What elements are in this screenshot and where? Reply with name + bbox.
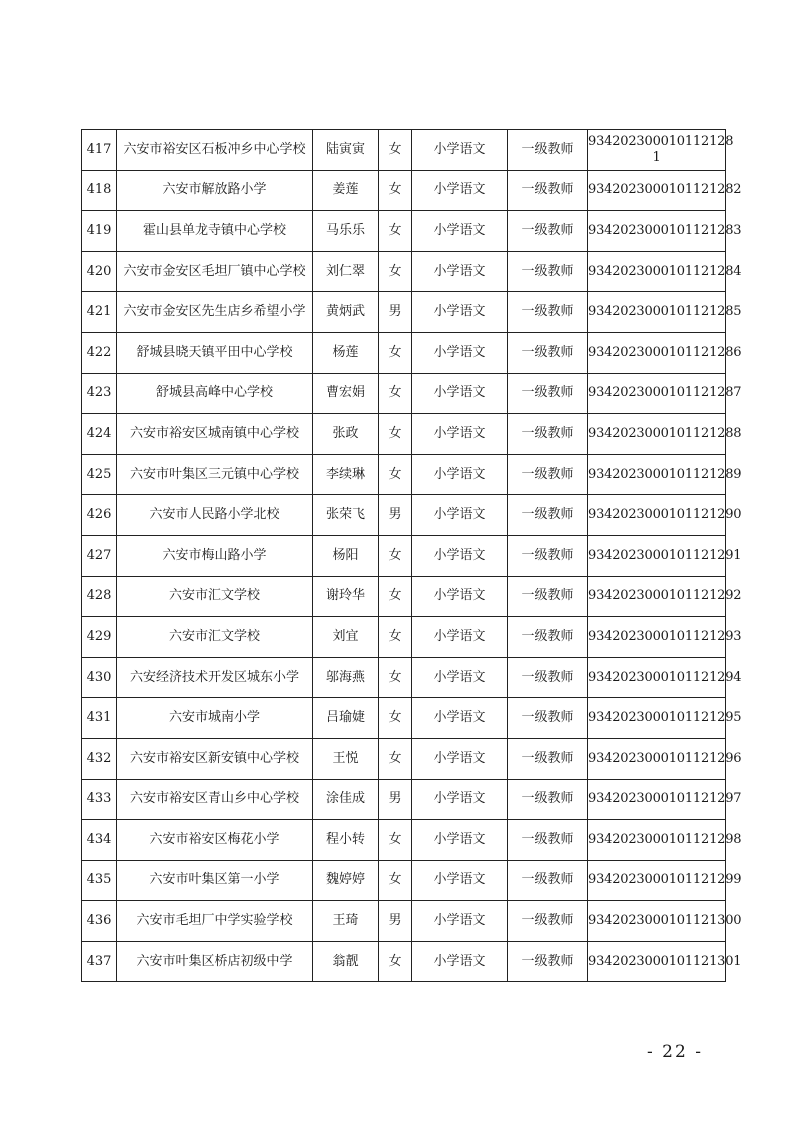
table-row — [82, 779, 726, 820]
table-row — [82, 698, 726, 739]
title-cell: 一级教师 — [508, 251, 588, 292]
subject-cell: 小学语文 — [412, 657, 508, 698]
table-row — [82, 901, 726, 942]
row-number-cell: 432 — [82, 738, 117, 779]
row-number-cell: 430 — [82, 657, 117, 698]
gender-cell: 女 — [379, 698, 412, 739]
certificate-number-cell: 9342023000101121300 — [588, 901, 726, 942]
subject-cell: 小学语文 — [412, 576, 508, 617]
row-number-cell: 433 — [82, 779, 117, 820]
certificate-number-cell: 9342023000101121288 — [588, 414, 726, 455]
school-cell: 六安市城南小学 — [117, 698, 313, 739]
certificate-number-cell: 9342023000101121290 — [588, 495, 726, 536]
subject-cell: 小学语文 — [412, 738, 508, 779]
subject-cell: 小学语文 — [412, 617, 508, 658]
name-cell: 黄炳武 — [313, 292, 379, 333]
school-cell: 六安市人民路小学北校 — [117, 495, 313, 536]
gender-cell: 女 — [379, 211, 412, 252]
name-cell: 翁靓 — [313, 941, 379, 982]
table-row — [82, 332, 726, 373]
name-cell: 张荣飞 — [313, 495, 379, 536]
title-cell: 一级教师 — [508, 495, 588, 536]
title-cell: 一级教师 — [508, 901, 588, 942]
school-cell: 六安市梅山路小学 — [117, 535, 313, 576]
row-number-cell: 435 — [82, 860, 117, 901]
name-cell: 程小转 — [313, 820, 379, 861]
certificate-number-cell: 9342023000101121298 — [588, 820, 726, 861]
certificate-number-cell: 9342023000101121301 — [588, 941, 726, 982]
certificate-number-cell: 9342023000101121285 — [588, 292, 726, 333]
row-number-cell: 418 — [82, 170, 117, 211]
subject-cell: 小学语文 — [412, 170, 508, 211]
school-cell: 六安市裕安区新安镇中心学校 — [117, 738, 313, 779]
table-row — [82, 454, 726, 495]
school-cell: 六安市裕安区梅花小学 — [117, 820, 313, 861]
table-row — [82, 820, 726, 861]
gender-cell: 女 — [379, 332, 412, 373]
name-cell: 李续琳 — [313, 454, 379, 495]
table-row — [82, 576, 726, 617]
gender-cell: 女 — [379, 941, 412, 982]
subject-cell: 小学语文 — [412, 860, 508, 901]
row-number-cell: 428 — [82, 576, 117, 617]
table-row — [82, 617, 726, 658]
title-cell: 一级教师 — [508, 617, 588, 658]
subject-cell: 小学语文 — [412, 535, 508, 576]
title-cell: 一级教师 — [508, 941, 588, 982]
name-cell: 王琦 — [313, 901, 379, 942]
title-cell: 一级教师 — [508, 292, 588, 333]
title-cell: 一级教师 — [508, 860, 588, 901]
certificate-number-cell: 9342023000101121289 — [588, 454, 726, 495]
gender-cell: 女 — [379, 860, 412, 901]
row-number-cell: 429 — [82, 617, 117, 658]
certificate-number-cell: 9342023000101121286 — [588, 332, 726, 373]
certificate-number-cell: 9342023000101121283 — [588, 211, 726, 252]
table-row — [82, 860, 726, 901]
subject-cell: 小学语文 — [412, 373, 508, 414]
row-number-cell: 420 — [82, 251, 117, 292]
certificate-number-cell: 9342023000101121292 — [588, 576, 726, 617]
gender-cell: 女 — [379, 170, 412, 211]
name-cell: 王悦 — [313, 738, 379, 779]
gender-cell: 男 — [379, 779, 412, 820]
certificate-number-cell: 9342023000101121295 — [588, 698, 726, 739]
row-number-cell: 425 — [82, 454, 117, 495]
school-cell: 六安市叶集区桥店初级中学 — [117, 941, 313, 982]
table-row — [82, 657, 726, 698]
subject-cell: 小学语文 — [412, 292, 508, 333]
name-cell: 陆寅寅 — [313, 130, 379, 171]
title-cell: 一级教师 — [508, 170, 588, 211]
table-row — [82, 535, 726, 576]
row-number-cell: 427 — [82, 535, 117, 576]
subject-cell: 小学语文 — [412, 251, 508, 292]
name-cell: 杨阳 — [313, 535, 379, 576]
subject-cell: 小学语文 — [412, 779, 508, 820]
name-cell: 邬海燕 — [313, 657, 379, 698]
row-number-cell: 424 — [82, 414, 117, 455]
name-cell: 吕瑜婕 — [313, 698, 379, 739]
row-number-cell: 422 — [82, 332, 117, 373]
table-row — [82, 211, 726, 252]
row-number-cell: 426 — [82, 495, 117, 536]
school-cell: 六安市金安区毛坦厂镇中心学校 — [117, 251, 313, 292]
school-cell: 六安市金安区先生店乡希望小学 — [117, 292, 313, 333]
school-cell: 六安经济技术开发区城东小学 — [117, 657, 313, 698]
name-cell: 姜莲 — [313, 170, 379, 211]
name-cell: 谢玲华 — [313, 576, 379, 617]
name-cell: 张政 — [313, 414, 379, 455]
gender-cell: 女 — [379, 414, 412, 455]
school-cell: 六安市叶集区第一小学 — [117, 860, 313, 901]
subject-cell: 小学语文 — [412, 820, 508, 861]
certificate-number-cell: 9342023000101121287 — [588, 373, 726, 414]
subject-cell: 小学语文 — [412, 454, 508, 495]
certificate-number-cell: 9342023000101121297 — [588, 779, 726, 820]
gender-cell: 女 — [379, 130, 412, 171]
row-number-cell: 421 — [82, 292, 117, 333]
title-cell: 一级教师 — [508, 454, 588, 495]
table-row — [82, 170, 726, 211]
gender-cell: 女 — [379, 657, 412, 698]
row-number-cell: 431 — [82, 698, 117, 739]
school-cell: 六安市裕安区城南镇中心学校 — [117, 414, 313, 455]
title-cell: 一级教师 — [508, 779, 588, 820]
gender-cell: 女 — [379, 251, 412, 292]
title-cell: 一级教师 — [508, 657, 588, 698]
school-cell: 六安市裕安区石板冲乡中心学校 — [117, 130, 313, 171]
name-cell: 曹宏娟 — [313, 373, 379, 414]
school-cell: 六安市裕安区青山乡中心学校 — [117, 779, 313, 820]
subject-cell: 小学语文 — [412, 211, 508, 252]
title-cell: 一级教师 — [508, 738, 588, 779]
row-number-cell: 423 — [82, 373, 117, 414]
certificate-number-cell: 9342023000101121284 — [588, 251, 726, 292]
name-cell: 马乐乐 — [313, 211, 379, 252]
school-cell: 六安市汇文学校 — [117, 576, 313, 617]
school-cell: 六安市叶集区三元镇中心学校 — [117, 454, 313, 495]
title-cell: 一级教师 — [508, 576, 588, 617]
subject-cell: 小学语文 — [412, 495, 508, 536]
title-cell: 一级教师 — [508, 373, 588, 414]
subject-cell: 小学语文 — [412, 414, 508, 455]
subject-cell: 小学语文 — [412, 130, 508, 171]
row-number-cell: 436 — [82, 901, 117, 942]
table-row — [82, 130, 726, 171]
subject-cell: 小学语文 — [412, 332, 508, 373]
title-cell: 一级教师 — [508, 332, 588, 373]
row-number-cell: 434 — [82, 820, 117, 861]
certificate-number-cell: 9342023000101121294 — [588, 657, 726, 698]
gender-cell: 女 — [379, 738, 412, 779]
subject-cell: 小学语文 — [412, 941, 508, 982]
table-row — [82, 738, 726, 779]
gender-cell: 女 — [379, 820, 412, 861]
subject-cell: 小学语文 — [412, 698, 508, 739]
school-cell: 霍山县单龙寺镇中心学校 — [117, 211, 313, 252]
row-number-cell: 419 — [82, 211, 117, 252]
certificate-number-cell: 9342023000101121299 — [588, 860, 726, 901]
title-cell: 一级教师 — [508, 820, 588, 861]
gender-cell: 女 — [379, 576, 412, 617]
gender-cell: 女 — [379, 617, 412, 658]
school-cell: 舒城县晓天镇平田中心学校 — [117, 332, 313, 373]
school-cell: 六安市汇文学校 — [117, 617, 313, 658]
school-cell: 舒城县高峰中心学校 — [117, 373, 313, 414]
table-row — [82, 495, 726, 536]
gender-cell: 男 — [379, 495, 412, 536]
gender-cell: 女 — [379, 454, 412, 495]
gender-cell: 男 — [379, 901, 412, 942]
roster-body — [82, 130, 742, 982]
name-cell: 刘仁翠 — [313, 251, 379, 292]
certificate-number-cell: 9342023000101121282 — [588, 170, 726, 211]
teacher-roster-table — [81, 129, 742, 982]
certificate-number-cell: 9342023000101121291 — [588, 535, 726, 576]
page-number: - 22 - — [647, 1042, 703, 1062]
row-number-cell: 417 — [82, 130, 117, 171]
certificate-number-cell: 9342023000101121293 — [588, 617, 726, 658]
table-row — [82, 251, 726, 292]
name-cell: 魏婷婷 — [313, 860, 379, 901]
title-cell: 一级教师 — [508, 535, 588, 576]
title-cell: 一级教师 — [508, 698, 588, 739]
table-row — [82, 292, 726, 333]
school-cell: 六安市解放路小学 — [117, 170, 313, 211]
gender-cell: 女 — [379, 373, 412, 414]
gender-cell: 女 — [379, 535, 412, 576]
name-cell: 刘宜 — [313, 617, 379, 658]
name-cell: 杨莲 — [313, 332, 379, 373]
gender-cell: 男 — [379, 292, 412, 333]
certificate-number-cell: 934202300010112128 1 — [588, 130, 726, 171]
certificate-number-cell: 9342023000101121296 — [588, 738, 726, 779]
table-row — [82, 941, 726, 982]
school-cell: 六安市毛坦厂中学实验学校 — [117, 901, 313, 942]
row-number-cell: 437 — [82, 941, 117, 982]
table-row — [82, 414, 726, 455]
title-cell: 一级教师 — [508, 211, 588, 252]
title-cell: 一级教师 — [508, 414, 588, 455]
table-row — [82, 373, 726, 414]
title-cell: 一级教师 — [508, 130, 588, 171]
subject-cell: 小学语文 — [412, 901, 508, 942]
name-cell: 涂佳成 — [313, 779, 379, 820]
